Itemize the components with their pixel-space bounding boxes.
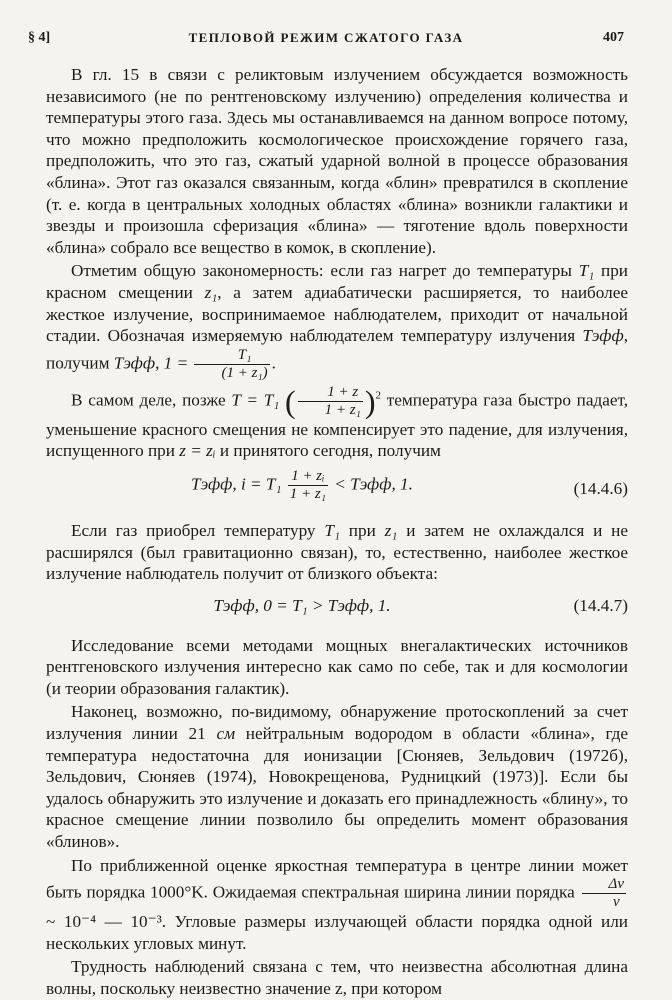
p6-text-b: нейтральным водородом в области «блина», где температура недостаточна для ионизации [Сюняев, Зельдович (1972б), Зельдович, Сюняев (1974), Новокрещенова, Рудницкий (1973)]. Если бы удалось обнаружить это излучение и доказать его принадлежность «блину», то красное смещение линии позволило бы определить момент образования «блинов». — [46, 724, 629, 852]
fraction-numerator: T₁ — [194, 347, 269, 365]
eq1-lhs: Tэфф, i = T₁ — [191, 474, 282, 494]
p3-text-a: В самом деле, позже — [71, 390, 226, 410]
paragraph-6 — [46, 701, 628, 852]
paragraph-4 — [46, 520, 628, 585]
p2-text-c: , а затем адиабатически расширяется, то наиболее жесткое излучение, воспринимаемое наблюдателем, приходит от начальной стадии. Обозначая измеряемую наблюдателем температуру излучения — [46, 282, 628, 346]
fraction-denominator: (1 + z₁) — [221, 364, 268, 381]
fraction-tail: . — [271, 353, 276, 373]
unit-cm: см — [216, 724, 236, 744]
math-z1-b: z₁ — [384, 520, 398, 540]
eq1-fraction — [288, 468, 328, 503]
exponent: 2 — [375, 389, 382, 402]
math-T1-b: T₁ — [324, 520, 340, 540]
paragraph-3 — [46, 384, 628, 462]
right-paren-glyph: ) — [364, 383, 376, 420]
paragraph-7 — [46, 855, 628, 955]
ratio-denominator: 1 + z₁ — [324, 401, 361, 418]
p2-text-b: при красном смещении — [46, 261, 628, 302]
p2-text-d: , получим — [46, 326, 628, 373]
p3-text-c: и принятого сегодня, получим — [219, 441, 441, 461]
p4-text-a: Если газ приобрел температуру — [71, 520, 316, 540]
delta-nu-numerator: Δν — [582, 876, 626, 894]
ratio-numerator: 1 + z — [298, 384, 363, 402]
p4-text-b: при — [348, 520, 376, 540]
p4-text-c: и затем не охлаждался и не расширялся (был гравитационно связан), то, естественно, наиболее жесткое излучение наблюдатель получит от близкого объекта: — [46, 520, 628, 584]
math-T1: T₁ — [578, 261, 595, 281]
running-header — [28, 30, 624, 54]
fraction-ratio — [298, 384, 363, 419]
fraction-delta-nu — [582, 876, 626, 911]
page-number: 407 — [603, 30, 624, 45]
p7-text-b: Угловые размеры излучающей области порядка одной или нескольких угловых минут. — [46, 912, 629, 953]
math-T-equals: T = T₁ — [231, 390, 280, 410]
eq1-rhs: < Tэфф, 1. — [334, 474, 413, 494]
equation-expression-2: Tэфф, 0 = T₁ > Tэфф, 1. — [213, 595, 391, 615]
fraction-T1-over-1pz1 — [194, 347, 269, 382]
math-z1: z₁ — [204, 282, 218, 302]
math-z-eq-zi: z = zᵢ — [179, 441, 216, 461]
running-title: ТЕПЛОВОЙ РЕЖИМ СЖАТОГО ГАЗА — [188, 30, 464, 45]
paragraph-2 — [46, 260, 628, 381]
equation-number-2: (14.4.7) — [573, 595, 628, 615]
delta-nu-range: ~ 10⁻⁴ — 10⁻³. — [46, 912, 167, 932]
p7-text-a: По приближенной оценке яркостная температура в центре линии может быть порядка 1000°K. Ожидаемая спектральная ширина линии порядка — [46, 855, 628, 902]
section-mark: § 4] — [28, 30, 51, 45]
text-body — [46, 64, 628, 1000]
math-T-eff1: Tэфф, 1 = — [113, 353, 189, 373]
p6-text-a: Наконец, возможно, по-видимому, обнаружение протоскоплений за счет излучения линии 21 — [46, 702, 628, 744]
equation-expression — [46, 468, 558, 503]
paragraph-8: Трудность наблюдений связана с тем, что неизвестна абсолютная длина волны, поскольку неизвестно значение z, при котором — [46, 957, 628, 998]
math-T-eff: Tэфф — [582, 326, 624, 346]
paragraph-1: В гл. 15 в связи с реликтовым излучением обсуждается возможность независимого (не по рентгеновскому излучению) определения количества и температуры этого газа. Здесь мы останавливаемся на данном вопросе потому, что можно предположить космологическое происхождение горячего газа, предположить, что это газ, сжатый ударной волной в процессе образования «блина». Этот газ оказался связанным, когда «блин» превратился в скопление (т. е. когда в центральных холодных областях «блина» возникли галактики и звезды и произошла сферизация «блина» — тяготение вдоль поверхности «блина» собрало все вещество в комок, в скопление). — [46, 65, 628, 257]
p2-text-a: Отметим общую закономерность: если газ нагрет до температуры — [71, 261, 572, 281]
eq1-denominator: 1 + z₁ — [289, 485, 326, 502]
equation-number: (14.4.6) — [573, 478, 628, 498]
delta-nu-denominator: ν — [612, 894, 620, 911]
p3-text-b: температура газа быстро падает, уменьшение красного смещения не компенсирует это падение, для излучения, испущенного при — [46, 390, 629, 461]
left-paren-glyph: ( — [285, 383, 296, 420]
eq1-numerator: 1 + zᵢ — [288, 468, 328, 486]
equation-14-4-6 — [46, 468, 628, 512]
paragraph-5: Исследование всеми методами мощных внегалактических источников рентгеновского излучения интересно как само по себе, так и для космологии (и теории образования галактик). — [46, 635, 628, 698]
equation-14-4-7 — [46, 591, 628, 627]
